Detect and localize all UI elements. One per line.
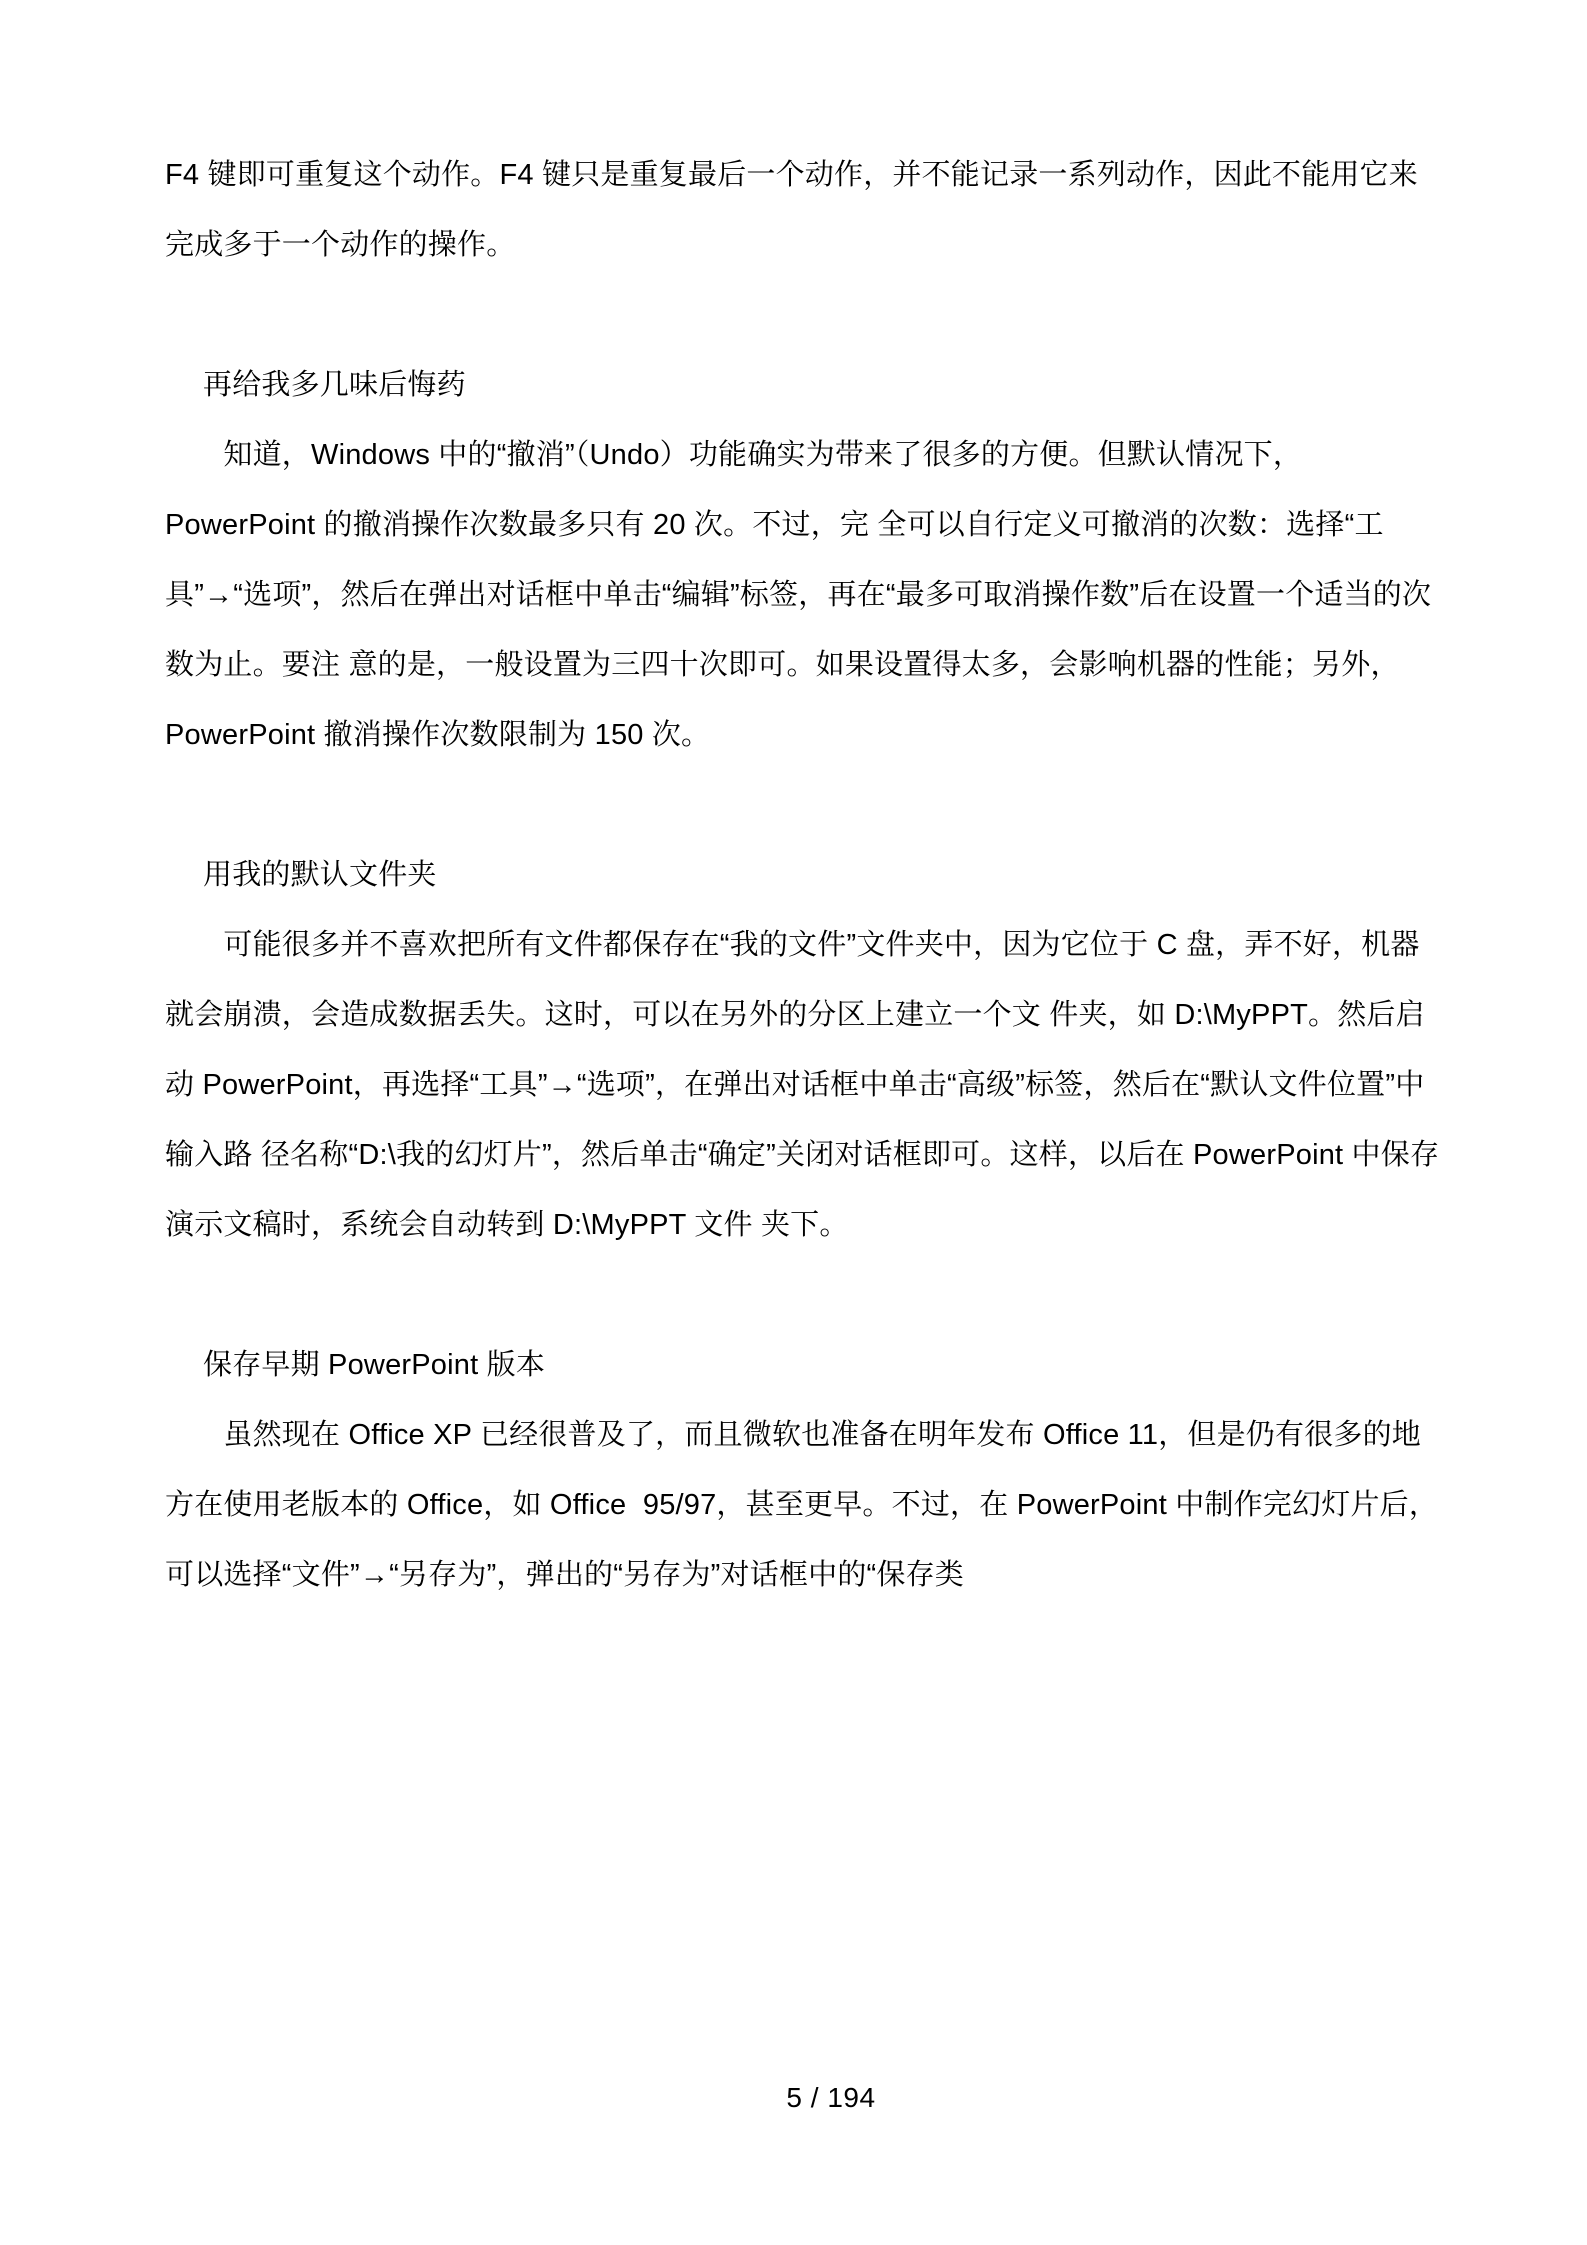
heading-undo-tips: 再给我多几味后悔药: [203, 369, 466, 401]
paragraph-save-legacy-version: 虽然现在 Office XP 已经很普及了，而且微软也准备在明年发布 Office 11，但是仍有很多的地方在使用老版本的 Office，如 Office 95/97，甚至更早。不过，在 PowerPoint 中制作完幻灯片后，可以选择“文件”→“另存为”，弹出的“另存为”对话框中的“保存类: [165, 1419, 1439, 1591]
page-number: 5 / 194: [786, 2082, 876, 2113]
heading-save-legacy-version: 保存早期 PowerPoint 版本: [203, 1349, 546, 1381]
paragraph-default-folder: 可能很多并不喜欢把所有文件都保存在“我的文件”文件夹中，因为它位于 C 盘，弄不好，机器就会崩溃，会造成数据丢失。这时，可以在另外的分区上建立一个文 件夹，如 D:\MyPPT。然后启动 PowerPoint，再选择“工具”→“选项”，在弹出对话框中单击“高级”标签，然后在“默认文件位置”中输入路 径名称“D:\我的幻灯片”，然后单击“确定”关闭对话框即可。这样，以后在 PowerPoint 中保存演示文稿时，系统会自动转到 D:\MyPPT 文件 夹下。: [165, 929, 1440, 1241]
paragraph-undo-tips: 知道，Windows 中的“撤消”（Undo）功能确实为带来了很多的方便。但默认情况下，PowerPoint 的撤消操作次数最多只有 20 次。不过，完 全可以自行定义可撤消的次数：选择“工具”→“选项”，然后在弹出对话框中单击“编辑”标签，再在“最多可取消操作数”后在设置一个适当的次数为止。要注 意的是，一般设置为三四十次即可。如果设置得太多，会影响机器的性能；另外，PowerPoint 撤消操作次数限制为 150 次。: [165, 439, 1432, 751]
spacer-after-undo-paragraph: [165, 770, 1441, 840]
heading-default-folder: 用我的默认文件夹: [203, 859, 437, 891]
spacer-after-f4-paragraph: [165, 280, 1441, 350]
paragraph-f4-key: F4 键即可重复这个动作。F4 键只是重复最后一个动作，并不能记录一系列动作，因此不能用它来完成多于一个动作的操作。: [165, 159, 1419, 261]
document-content: [165, 0, 1441, 1610]
spacer-after-default-folder-paragraph: [165, 1260, 1441, 1330]
